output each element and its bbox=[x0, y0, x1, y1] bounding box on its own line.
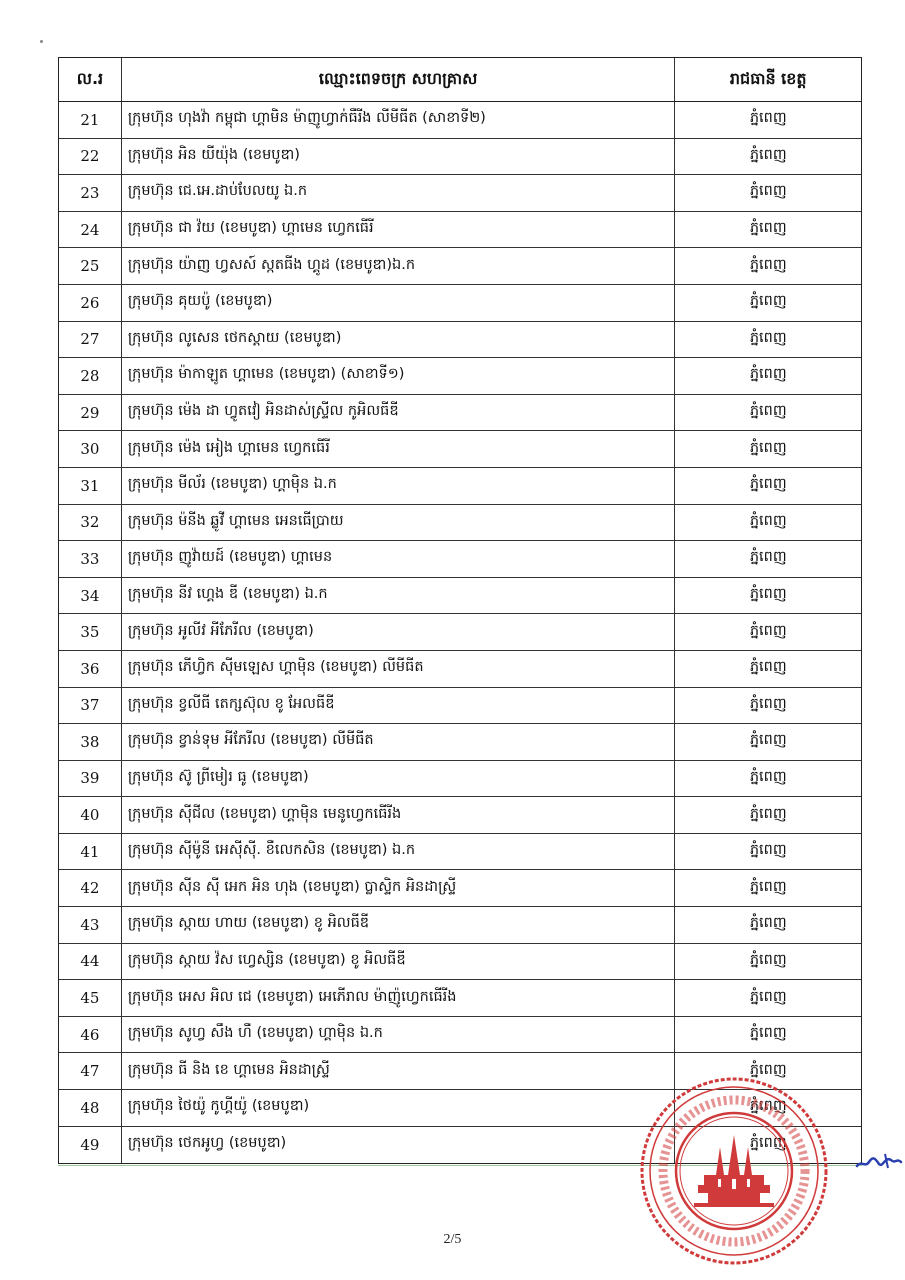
table-row bbox=[59, 834, 861, 871]
row-city: ភ្នំពេញ bbox=[749, 110, 787, 127]
company-name: ក្រុមហ៊ុន ស៊ីជីល (ខេមបូឌា) ហ្គាម៉ិន មេនូហ្វេកធើរីង bbox=[122, 797, 676, 833]
row-city: ភ្នំពេញ bbox=[749, 695, 787, 712]
signature-icon bbox=[855, 1150, 903, 1174]
company-name: ក្រុមហ៊ុន ជា វ៉យ (ខេមបូឌា) ហ្គាមេន ហ្វេកធើរី bbox=[122, 212, 676, 248]
company-name: ក្រុមហ៊ុន លូសេន ថេកស្ដាយ (ខេមបូឌា) bbox=[122, 322, 676, 358]
row-city: ភ្នំពេញ bbox=[749, 1061, 787, 1078]
row-number: 37 bbox=[59, 688, 122, 724]
row-number: 31 bbox=[59, 468, 122, 504]
row-number: 46 bbox=[59, 1017, 122, 1053]
row-city: ភ្នំពេញ bbox=[749, 586, 787, 603]
table-row bbox=[59, 688, 861, 725]
row-number: 41 bbox=[59, 834, 122, 870]
company-name: ក្រុមហ៊ុន ម៉នីង ឆ្លូវី ហ្គាមេន អេនធើប្រាយ bbox=[122, 505, 676, 541]
company-name: ក្រុមហ៊ុន អិន យីយ៉ុង (ខេមបូឌា) bbox=[122, 139, 676, 175]
company-name: ក្រុមហ៊ុន មីល័រ (ខេមបូឌា) ហ្គាម៉ិន ឯ.ក bbox=[122, 468, 676, 504]
row-number: 29 bbox=[59, 395, 122, 431]
company-name: ក្រុមហ៊ុន អេស អិល ជេ (ខេមបូឌា) អេភើរាល ម៉ាញ៉ូហ្វេកធើរីង bbox=[122, 980, 676, 1016]
table-row bbox=[59, 358, 861, 395]
company-name: ក្រុមហ៊ុន សូហ្វ សឹង ហឺ (ខេមបូឌា) ហ្គាម៉ិន ឯ.ក bbox=[122, 1017, 676, 1053]
row-number: 27 bbox=[59, 322, 122, 358]
company-name: ក្រុមហ៊ុន នីវ ហ្គេង ឌី (ខេមបូឌា) ឯ.ក bbox=[122, 578, 676, 614]
table-row bbox=[59, 102, 861, 139]
company-name: ក្រុមហ៊ុន ភើហ្វិក ស៊ីមឡេស ហ្គាម៉ិន (ខេមបូឌា) លីមីធីត bbox=[122, 651, 676, 687]
row-number: 44 bbox=[59, 944, 122, 980]
row-city: ភ្នំពេញ bbox=[749, 403, 787, 420]
row-number: 40 bbox=[59, 797, 122, 833]
row-city: ភ្នំពេញ bbox=[749, 512, 787, 529]
table-row bbox=[59, 322, 861, 359]
row-city: ភ្នំពេញ bbox=[749, 659, 787, 676]
scan-speck bbox=[40, 40, 43, 43]
company-name: ក្រុមហ៊ុន ថេកអូហ្វ (ខេមបូឌា) bbox=[122, 1127, 676, 1164]
header-no: ល.រ bbox=[59, 58, 122, 101]
table-header bbox=[59, 58, 861, 102]
table-row bbox=[59, 614, 861, 651]
row-city: ភ្នំពេញ bbox=[749, 549, 787, 566]
page-number: 2/5 bbox=[443, 1232, 462, 1247]
table-row bbox=[59, 870, 861, 907]
company-name: ក្រុមហ៊ុន ស៊ីន ស៊ី អេក អិន ហុង (ខេមបូឌា) ប្លាស្ទិក អិនដាស្ទ្រី bbox=[122, 870, 676, 906]
company-name: ក្រុមហ៊ុន ម៉ាកាឡូត ហ្គាមេន (ខេមបូឌា) (សាខាទី១) bbox=[122, 358, 676, 394]
row-city: ភ្នំពេញ bbox=[749, 1098, 787, 1115]
company-name: ក្រុមហ៊ុន គុយប៉ូ (ខេមបូឌា) bbox=[122, 285, 676, 321]
row-number: 42 bbox=[59, 870, 122, 906]
row-city: ភ្នំពេញ bbox=[749, 805, 787, 822]
table-row bbox=[59, 944, 861, 981]
row-number: 32 bbox=[59, 505, 122, 541]
row-city: ភ្នំពេញ bbox=[749, 768, 787, 785]
table-row bbox=[59, 175, 861, 212]
row-number: 28 bbox=[59, 358, 122, 394]
company-name: ក្រុមហ៊ុន យ៉ាញ ហ្វសស៍ ស្កតធីង ហ្គូដ (ខេមបូឌា)ឯ.ក bbox=[122, 248, 676, 284]
table-row bbox=[59, 139, 861, 176]
row-city: ភ្នំពេញ bbox=[749, 293, 787, 310]
company-name: ក្រុមហ៊ុន ស្កាយ ហាយ (ខេមបូឌា) ខូ អិលធីឌី bbox=[122, 907, 676, 943]
row-city: ភ្នំពេញ bbox=[749, 988, 787, 1005]
row-city: ភ្នំពេញ bbox=[749, 842, 787, 859]
company-name: ក្រុមហ៊ុន អូលីវ អីភែរីល (ខេមបូឌា) bbox=[122, 614, 676, 650]
company-name: ក្រុមហ៊ុន ស៊ីម៉ូនី អេស៊ីស៊ី. ខឺលេកសិន (ខេមបូឌា) ឯ.ក bbox=[122, 834, 676, 870]
row-number: 24 bbox=[59, 212, 122, 248]
header-name: ឈ្មោះពេទចក្រ សហគ្រាស bbox=[122, 58, 676, 101]
table-row bbox=[59, 395, 861, 432]
row-city: ភ្នំពេញ bbox=[749, 220, 787, 237]
row-number: 47 bbox=[59, 1053, 122, 1089]
table-row bbox=[59, 578, 861, 615]
row-city: ភ្នំពេញ bbox=[749, 1025, 787, 1042]
table-row bbox=[59, 907, 861, 944]
row-number: 43 bbox=[59, 907, 122, 943]
table-row bbox=[59, 468, 861, 505]
company-name: ក្រុមហ៊ុន ស៊ូ ព្រីមៀរ ធូ (ខេមបូឌា) bbox=[122, 761, 676, 797]
row-city: ភ្នំពេញ bbox=[749, 183, 787, 200]
table-row bbox=[59, 651, 861, 688]
row-city: ភ្នំពេញ bbox=[749, 951, 787, 968]
row-number: 33 bbox=[59, 541, 122, 577]
row-number: 48 bbox=[59, 1090, 122, 1126]
row-number: 49 bbox=[59, 1127, 122, 1164]
row-number: 23 bbox=[59, 175, 122, 211]
table-row bbox=[59, 431, 861, 468]
row-city: ភ្នំពេញ bbox=[749, 878, 787, 895]
company-name: ក្រុមហ៊ុន ម៉េង អៀង ហ្គាមេន ហ្វេកធើរី bbox=[122, 431, 676, 467]
company-name: ក្រុមហ៊ុន ខ្វលីធី តេក្សស៊ុល ខូ អែលធីឌី bbox=[122, 688, 676, 724]
company-name: ក្រុមហ៊ុន ម៉េង ដា ហ្វូតវៀ អិនដាស់ស្ទ្រីល កូអិលធីឌី bbox=[122, 395, 676, 431]
row-city: ភ្នំពេញ bbox=[749, 732, 787, 749]
row-number: 21 bbox=[59, 102, 122, 138]
row-number: 35 bbox=[59, 614, 122, 650]
company-name: ក្រុមហ៊ុន ជេ.អេ.ដាប់បែលយូ ឯ.ក bbox=[122, 175, 676, 211]
row-number: 38 bbox=[59, 724, 122, 760]
row-city: ភ្នំពេញ bbox=[749, 329, 787, 346]
row-city: ភ្នំពេញ bbox=[749, 622, 787, 639]
table-row bbox=[59, 1017, 861, 1054]
company-name: ក្រុមហ៊ុន ស្កាយ វ៉ស ហ្វេស្សិន (ខេមបូឌា) ខូ អិលធីឌី bbox=[122, 944, 676, 980]
row-number: 30 bbox=[59, 431, 122, 467]
row-number: 26 bbox=[59, 285, 122, 321]
row-city: ភ្នំពេញ bbox=[749, 476, 787, 493]
company-name: ក្រុមហ៊ុន ញូវ៉ាយដ៍ (ខេមបូឌា) ហ្គាមេន bbox=[122, 541, 676, 577]
row-number: 39 bbox=[59, 761, 122, 797]
row-city: ភ្នំពេញ bbox=[749, 146, 787, 163]
table-row bbox=[59, 541, 861, 578]
table-row bbox=[59, 285, 861, 322]
company-table bbox=[58, 57, 862, 1164]
company-name: ក្រុមហ៊ុន ខ្វាន់ទុម អីភែរីល (ខេមបូឌា) លីមីធីត bbox=[122, 724, 676, 760]
row-city: ភ្នំពេញ bbox=[749, 366, 787, 383]
table-row bbox=[59, 761, 861, 798]
row-city: ភ្នំពេញ bbox=[749, 439, 787, 456]
company-name: ក្រុមហ៊ុន ហុងវ៉ា កម្ពុជា ហ្គាមិន ម៉ាញូហ្វាក់ធឺរីង លីមីធីត (សាខាទី២) bbox=[122, 102, 676, 138]
table-row bbox=[59, 724, 861, 761]
row-city: ភ្នំពេញ bbox=[749, 915, 787, 932]
row-city: ភ្នំពេញ bbox=[749, 256, 787, 273]
table-row bbox=[59, 797, 861, 834]
company-name: ក្រុមហ៊ុន ធី និង ខេ ហ្គាមេន អិនដាស្ទ្រី bbox=[122, 1053, 676, 1089]
row-number: 22 bbox=[59, 139, 122, 175]
row-city: ភ្នំពេញ bbox=[749, 1135, 787, 1152]
table-row bbox=[59, 248, 861, 285]
table-row bbox=[59, 980, 861, 1017]
row-number: 34 bbox=[59, 578, 122, 614]
table-row bbox=[59, 212, 861, 249]
row-number: 25 bbox=[59, 248, 122, 284]
row-number: 36 bbox=[59, 651, 122, 687]
header-city: រាជធានី ខេត្ត bbox=[729, 68, 807, 88]
table-row bbox=[59, 505, 861, 542]
company-name: ក្រុមហ៊ុន ថៃយ៉ូ កូហ្គីយ៉ូ (ខេមបូឌា) bbox=[122, 1090, 676, 1126]
row-number: 45 bbox=[59, 980, 122, 1016]
